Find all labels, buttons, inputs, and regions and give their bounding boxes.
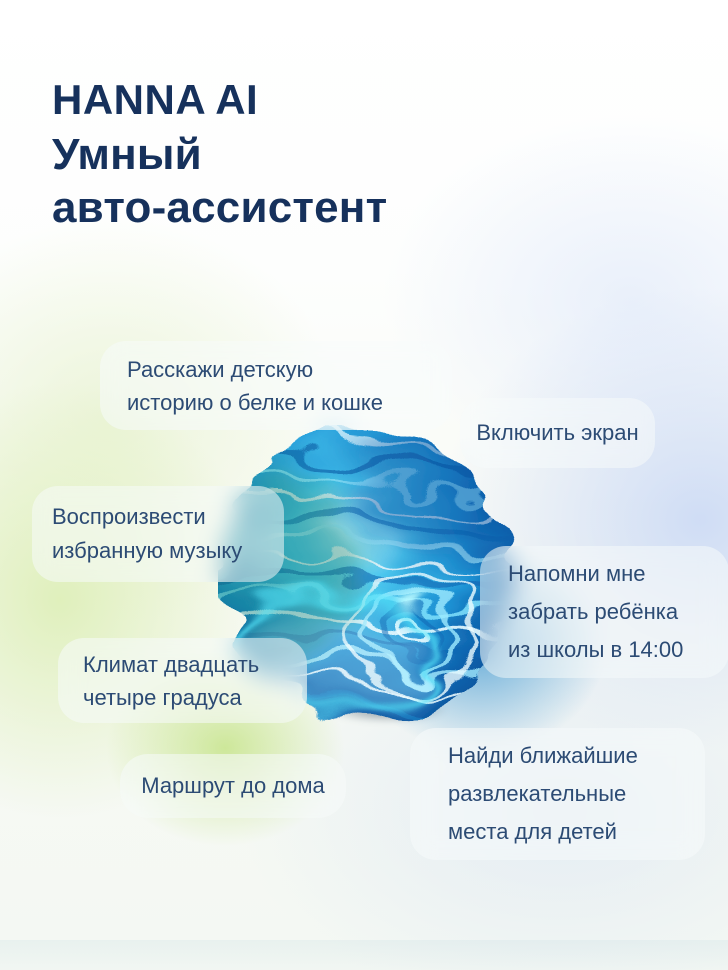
voice-command-bubble-tell-kids-story bbox=[100, 341, 452, 430]
bubble-text-line: четыре градуса bbox=[83, 684, 242, 710]
bubble-text-line: Воспроизвести bbox=[52, 504, 206, 529]
bubble-text-line: места для детей bbox=[448, 819, 617, 844]
bubble-text-line: развлекательные bbox=[448, 781, 627, 806]
bubble-text-line: Расскажи детскую bbox=[127, 356, 314, 382]
title-line-auto-assistant: авто-ассистент bbox=[52, 183, 388, 232]
brand-name: HANNA AI bbox=[52, 76, 259, 123]
voice-command-bubble-route-home bbox=[120, 754, 346, 818]
voice-command-bubble-climate-24-degrees bbox=[58, 638, 307, 723]
bubble-text-line: Найди ближайшие bbox=[448, 743, 638, 768]
bottom-edge-band bbox=[0, 940, 728, 970]
bubble-text-line: из школы в 14:00 bbox=[508, 637, 684, 662]
bubble-text-line: Напомни мне bbox=[508, 561, 646, 586]
voice-command-bubble-turn-on-screen bbox=[460, 398, 655, 468]
voice-command-bubble-find-places-for-kids bbox=[410, 728, 705, 860]
bubble-text-line: Климат двадцать bbox=[83, 651, 260, 677]
page-title bbox=[52, 72, 387, 234]
title-line-umny: Умный bbox=[52, 130, 202, 179]
voice-command-bubble-play-favorite-music bbox=[32, 486, 284, 582]
bubble-text-line: Включить экран bbox=[476, 420, 639, 445]
bubble-text-line: избранную музыку bbox=[52, 538, 243, 563]
bubble-text-line: историю о белке и кошке bbox=[127, 389, 384, 415]
bubble-text-line: забрать ребёнка bbox=[508, 599, 679, 624]
voice-command-bubble-remind-pickup-child bbox=[480, 546, 728, 678]
bubble-text-line: Маршрут до дома bbox=[141, 773, 325, 798]
